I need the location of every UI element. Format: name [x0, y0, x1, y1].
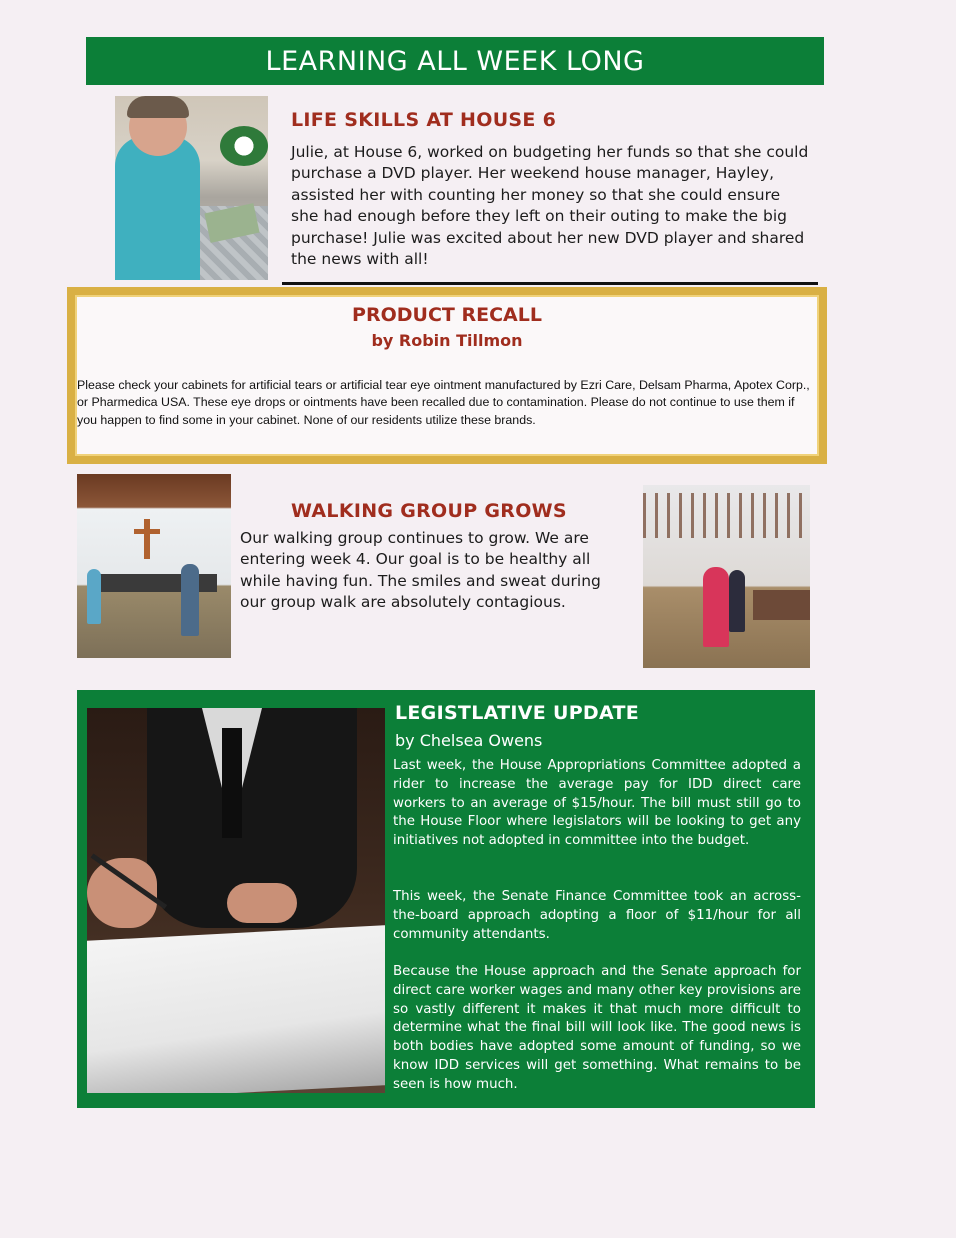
- section-divider: [282, 282, 818, 285]
- product-recall-heading: PRODUCT RECALL: [352, 304, 542, 326]
- life-skills-heading: LIFE SKILLS AT HOUSE 6: [291, 109, 557, 131]
- walking-group-body: Our walking group continues to grow. We are entering week 4. Our goal is to be healthy all while having fun. The smiles and sweat during our group walk are absolutely contagious.: [240, 529, 601, 612]
- newsletter-banner: [86, 37, 824, 85]
- legislative-paragraph: This week, the Senate Finance Committee took an across-the-board approach adopting a floor of $11/hour for all community attendants.: [393, 889, 801, 942]
- photo-hall-walkers: [643, 485, 810, 668]
- banner-title: LEARNING ALL WEEK LONG: [265, 45, 645, 77]
- legislative-update-heading: LEGISTLATIVE UPDATE: [395, 702, 640, 724]
- product-recall-body: Please check your cabinets for artificial tears or artificial tear eye ointment manufactured by Ezri Care, Delsam Pharma, Apotex Corp., or Pharmedica USA. These eye drops or ointments have been recalled due to contamination. Please do not continue to use them if you happen to find some in your cabinet. None of our residents utilize these brands.: [77, 378, 810, 427]
- photo-julie-counting-money: [115, 96, 268, 280]
- legislative-paragraph: Last week, the House Appropriations Committee adopted a rider to increase the average pay for IDD direct care workers to an average of $15/hour. The bill must still go to the House Floor where legislators will be looking to get any initiatives not adopted in committee into the budget.: [393, 758, 801, 849]
- life-skills-body: Julie, at House 6, worked on budgeting her funds so that she could purchase a DVD player. Her weekend house manager, Hayley, assisted her with counting her money so that she could ensure she had enough before they left on their outing to make the big purchase! Julie was excited about her new DVD player and shared the news with all!: [291, 143, 809, 269]
- product-recall-byline: by Robin Tillmon: [371, 331, 523, 350]
- photo-signing-document: [87, 708, 385, 1093]
- legislative-paragraph: Because the House approach and the Senate approach for direct care worker wages and many other key provisions are so vastly different it makes it that much more difficult to determine what the final bill will look like. The good news is both bodies have adopted some amount of funding, so we know IDD services will get something. What remains to be seen is how much.: [393, 964, 801, 1092]
- legislative-update-byline: by Chelsea Owens: [395, 731, 543, 750]
- walking-group-heading: WALKING GROUP GROWS: [291, 500, 567, 522]
- photo-chapel-walkers: [77, 474, 231, 658]
